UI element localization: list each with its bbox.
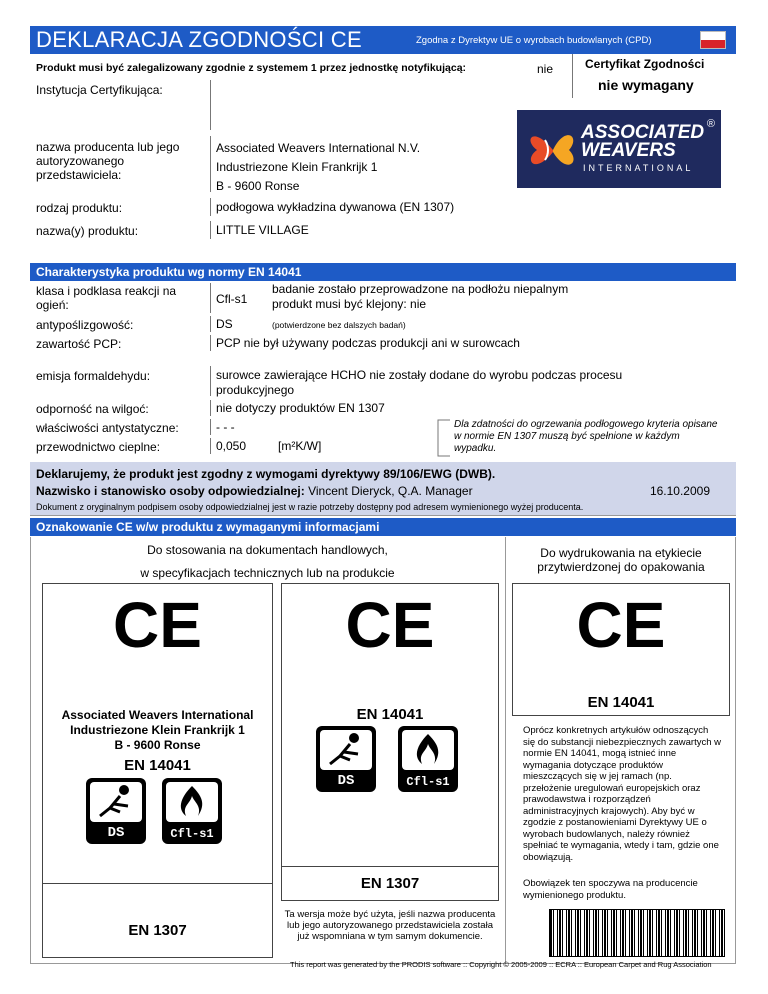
thermal-unit: [m²K/W]	[278, 439, 322, 453]
slip-label: antypoślizgowość:	[36, 318, 134, 332]
moisture-value: nie dotyczy produktów EN 1307	[216, 401, 385, 415]
characteristics-bar: Charakterystyka produktu wg normy EN 14041	[30, 263, 736, 281]
formaldehyde-label: emisja formaldehydu:	[36, 369, 151, 383]
producer-address	[216, 139, 420, 196]
box2-en1307: EN 1307	[360, 875, 420, 892]
antistatic-label: właściwości antystatyczne:	[36, 421, 179, 435]
producer-street: Industriezone Klein Frankrijk 1	[216, 160, 378, 174]
box1-address: Associated Weavers International Industriezone Klein Frankrijk 1 B - 9600 Ronse	[61, 708, 254, 752]
certificate-value: nie wymagany	[598, 77, 694, 93]
bracket-icon	[432, 418, 452, 458]
polish-flag-icon	[700, 31, 726, 49]
product-name-label: nazwa(y) produktu:	[36, 224, 139, 238]
slip-resistance-pictogram: DS	[86, 778, 146, 844]
declaration-date: 16.10.2009	[649, 484, 710, 498]
producer-name: Associated Weavers International N.V.	[216, 141, 421, 155]
associated-weavers-logo: ASSOCIATED WEAVERS INTERNATIONAL ®	[517, 110, 721, 188]
box1-en14041: EN 14041	[124, 757, 191, 774]
butterfly-icon	[523, 120, 583, 180]
product-type-value: podłogowa wykładzina dywanowa (EN 1307)	[216, 200, 455, 214]
right-heading: Do wydrukowania na etykiecie przytwierdzonej do opakowania	[537, 546, 705, 574]
responsible-value: Vincent Dieryck, Q.A. Manager	[308, 484, 473, 498]
fire-class-note-1: badanie zostało przeprowadzone na podłożu niepalnym	[272, 282, 569, 296]
document-header	[30, 26, 736, 54]
institution-label: Instytucja Certyfikująca:	[36, 83, 163, 97]
fire-class-note-2: produkt musi być klejony: nie	[272, 297, 427, 311]
moisture-label: odporność na wilgoć:	[36, 402, 149, 416]
marking-bar: Oznakowanie CE w/w produktu z wymaganymi informacjami	[30, 518, 736, 536]
formaldehyde-value: surowce zawierające HCHO nie zostały dodane do wyrobu podczas procesu produkcyjnego	[216, 368, 623, 397]
flame-icon	[402, 730, 454, 770]
fire-class-value: Cfl-s1	[216, 292, 248, 306]
left-heading-2: w specyfikacjach technicznych lub na produkcie	[140, 566, 395, 580]
slip-note: (potwierdzone bez dalszych badań)	[272, 320, 406, 330]
declaration-statement: Deklarujemy, że produkt jest zgodny z wymogami dyrektywy 89/106/EWG (DWB).	[36, 467, 496, 481]
heating-note: Dla zdatności do ogrzewania podłogowego kryteria opisane w normie EN 1307 muszą być spełnione w każdym wypadku.	[454, 419, 718, 454]
product-type-label: rodzaj produktu:	[36, 201, 123, 215]
footer-copyright: This report was generated by the PRODIS software :: Copyright © 2005-2009 :: ECRA :: European Carpet and Rug Association	[290, 960, 712, 969]
responsible-label: Nazwisko i stanowisko osoby odpowiedzialnej:	[36, 484, 305, 498]
pcp-label: zawartość PCP:	[36, 337, 122, 351]
certificate-label: Certyfikat Zgodności	[585, 57, 705, 71]
ce-mark-1: CE	[113, 589, 202, 661]
slip-value: DS	[216, 317, 233, 331]
declaration-note: Dokument z oryginalnym podpisem osoby odpowiedzialnej jest w razie potrzeby dostępny pod adresem wymienionego wyżej producenta.	[36, 502, 584, 512]
fire-class-pictogram: Cfl-s1	[162, 778, 222, 844]
box2-note: Ta wersja może być użyta, jeśli nazwa producenta lub jego autoryzowanego przedstawiciela została już wspomniana w tym samym dokumencie.	[284, 909, 496, 942]
thermal-label: przewodnictwo cieplne:	[36, 440, 161, 454]
declaration-box	[30, 462, 736, 516]
box2-en14041: EN 14041	[356, 706, 424, 723]
ce-mark-2: CE	[345, 589, 435, 661]
slip-resistance-pictogram-2: DS	[316, 726, 376, 792]
thermal-value: 0,050	[216, 439, 247, 453]
legalization-value: nie	[537, 62, 554, 76]
ce-mark-3: CE	[576, 589, 666, 661]
legalization-notice: Produkt musi być zalegalizowany zgodnie z systemem 1 przez jednostkę notyfikującą:	[36, 62, 467, 74]
producer-label: nazwa producenta lub jego autoryzowanego przedstawiciela:	[36, 140, 180, 182]
pcp-value: PCP nie był używany podczas produkcji ani w surowcach	[216, 336, 520, 350]
left-heading-1: Do stosowania na dokumentach handlowych,	[147, 543, 388, 557]
document-title: DEKLARACJA ZGODNOŚCI CE	[36, 27, 362, 52]
producer-city: B - 9600 Ronse	[216, 179, 300, 193]
box1-en1307: EN 1307	[128, 922, 187, 939]
slipping-person-icon	[320, 730, 372, 770]
right-obligation-text: Obowiązek ten spoczywa na producencie wymienionego produktu.	[523, 878, 698, 901]
antistatic-value: - - -	[216, 420, 235, 434]
slipping-person-icon	[90, 782, 142, 822]
fire-class-label: klasa i podklasa reakcji na ogień:	[36, 284, 177, 312]
flame-icon	[166, 782, 218, 822]
document-subtitle: Zgodna z Dyrektyw UE o wyrobach budowlanych (CPD)	[416, 35, 652, 46]
product-name-value: LITTLE VILLAGE	[216, 223, 309, 237]
box3-en14041: EN 14041	[587, 694, 655, 711]
fire-class-pictogram-2: Cfl-s1	[398, 726, 458, 792]
right-requirements-text: Oprócz konkretnych artykułów odnoszących się do substancji niebezpiecznych zawartych w normie EN 14041, mogą istnieć inne wymagania dotyczące produktów mieszczących się w jej ramach (np. przełożenie uregulowań europejskich oraz prawodawstwa i rozporządzeń administracyjnych krajowych). Aby być w zgodzie z postanowieniami Dyrektywy UE o wyrobach budowlanych, należy również spełniać te wymagania, wtedy i tam, gdzie one obowiązują.	[523, 725, 722, 863]
barcode-icon	[549, 909, 725, 957]
